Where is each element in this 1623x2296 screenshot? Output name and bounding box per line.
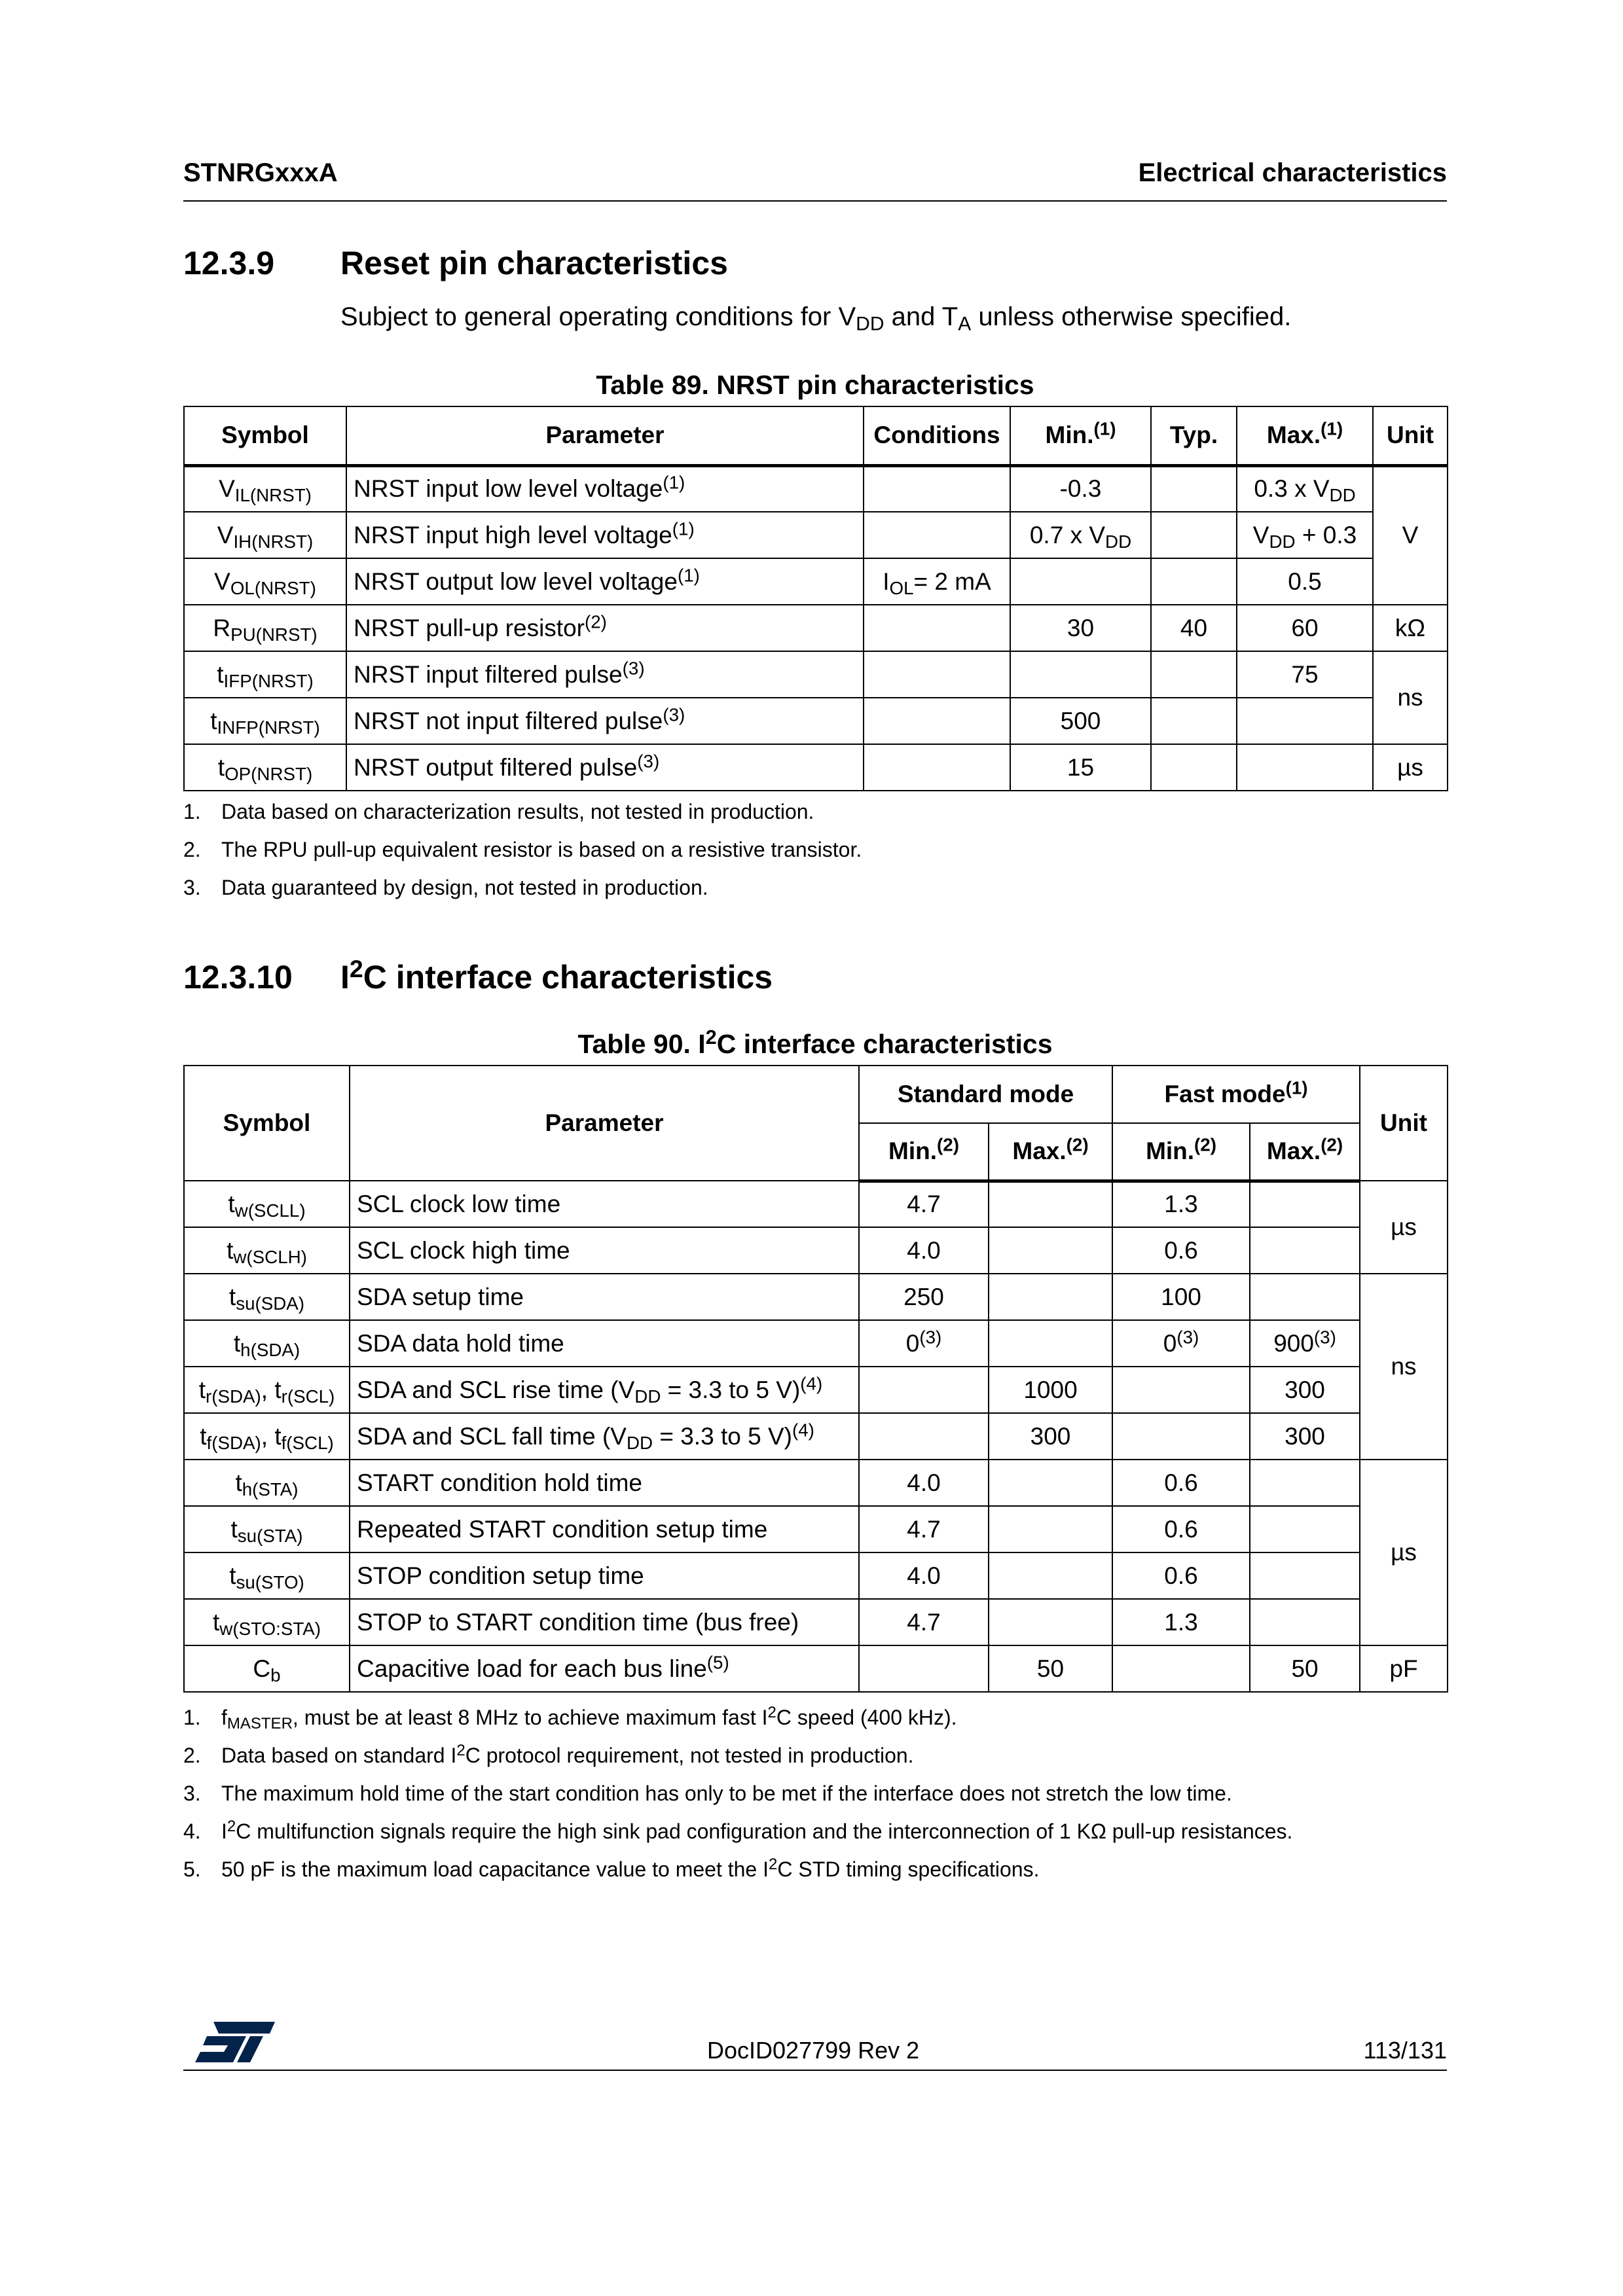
unit-cell: ns <box>1360 1274 1448 1460</box>
parameter-cell: STOP condition setup time <box>350 1552 859 1599</box>
std-min-cell: 4.0 <box>859 1552 989 1599</box>
symbol-cell: $V_{OL(NRST)}$ <box>184 558 346 605</box>
fast-max-cell: 900$^{(3)}$ <box>1250 1320 1360 1367</box>
table-row <box>184 1599 1448 1645</box>
typ-cell <box>1151 558 1237 605</box>
min-cell: 0.7 x $V_{DD}$ <box>1010 512 1151 558</box>
parameter-cell: SCL clock low time <box>350 1181 859 1227</box>
fast-min-cell: 0.6 <box>1112 1227 1250 1274</box>
symbol-cell: $t_{w(STO:STA)}$ <box>184 1599 350 1645</box>
symbol-cell: $t_{w(SCLH)}$ <box>184 1227 350 1274</box>
std-min-cell: 250 <box>859 1274 989 1320</box>
parameter-cell: NRST output low level voltage$^{(1)}$ <box>346 558 864 605</box>
footer-doc-id: DocID027799 Rev 2 <box>707 2037 920 2064</box>
header-rule <box>183 200 1447 202</box>
parameter-cell: NRST pull-up resistor$^{(2)}$ <box>346 605 864 651</box>
fast-min-cell <box>1112 1645 1250 1692</box>
section-title: Reset pin characteristics <box>340 245 728 281</box>
section-number: 12.3.9 <box>183 245 275 281</box>
col-fast-mode: Fast mode$^{(1)}$ <box>1112 1066 1360 1123</box>
min-cell <box>1010 651 1151 698</box>
col-min: Min.$^{(1)}$ <box>1010 406 1151 465</box>
max-cell: 0.3 x $V_{DD}$ <box>1237 465 1373 512</box>
min-cell: 30 <box>1010 605 1151 651</box>
min-cell: 500 <box>1010 698 1151 744</box>
symbol-cell: $t_{su(STA)}$ <box>184 1506 350 1552</box>
typ-cell <box>1151 651 1237 698</box>
col-std-max: Max.$^{(2)}$ <box>989 1123 1112 1181</box>
section-number: 12.3.10 <box>183 959 293 996</box>
unit-cell: µs <box>1373 744 1448 791</box>
fast-max-cell <box>1250 1227 1360 1274</box>
symbol-cell: $t_{h(SDA)}$ <box>184 1320 350 1367</box>
fast-min-cell: 0.6 <box>1112 1552 1250 1599</box>
max-cell: 60 <box>1237 605 1373 651</box>
fast-min-cell: 0$^{(3)}$ <box>1112 1320 1250 1367</box>
col-parameter: Parameter <box>350 1066 859 1181</box>
st-logo-icon <box>194 2019 275 2065</box>
fast-max-cell <box>1250 1552 1360 1599</box>
max-cell <box>1237 744 1373 791</box>
std-max-cell <box>989 1181 1112 1227</box>
symbol-cell: $t_{su(SDA)}$ <box>184 1274 350 1320</box>
table-row <box>184 651 1448 698</box>
col-fast-min: Min.$^{(2)}$ <box>1112 1123 1250 1181</box>
col-fast-max: Max.$^{(2)}$ <box>1250 1123 1360 1181</box>
parameter-cell: SDA setup time <box>350 1274 859 1320</box>
col-symbol: Symbol <box>184 1066 350 1181</box>
table-row <box>184 465 1448 512</box>
parameter-cell: NRST input high level voltage$^{(1)}$ <box>346 512 864 558</box>
std-max-cell: 50 <box>989 1645 1112 1692</box>
unit-cell: ns <box>1373 651 1448 744</box>
table-row <box>184 512 1448 558</box>
parameter-cell: NRST output filtered pulse$^{(3)}$ <box>346 744 864 791</box>
unit-cell: V <box>1373 465 1448 605</box>
table-header-row <box>184 1066 1448 1123</box>
fast-max-cell <box>1250 1460 1360 1506</box>
col-typ: Typ. <box>1151 406 1237 465</box>
max-cell: 0.5 <box>1237 558 1373 605</box>
std-min-cell: 4.7 <box>859 1181 989 1227</box>
fast-min-cell: 1.3 <box>1112 1181 1250 1227</box>
table-row <box>184 698 1448 744</box>
symbol-cell: $t_{f(SDA)}$, $t_{f(SCL)}$ <box>184 1413 350 1460</box>
table-row <box>184 1367 1448 1413</box>
parameter-cell: SDA and SCL fall time ($V_{DD} = 3.3$ to 5 V)$^{(4)}$ <box>350 1413 859 1460</box>
std-min-cell: 4.0 <box>859 1227 989 1274</box>
symbol-cell: $C_b$ <box>184 1645 350 1692</box>
symbol-cell: $t_{su(STO)}$ <box>184 1552 350 1599</box>
std-max-cell <box>989 1320 1112 1367</box>
symbol-cell: $t_{w(SCLL)}$ <box>184 1181 350 1227</box>
conditions-cell <box>864 698 1010 744</box>
footnote: 5. 50 pF is the maximum load capacitance value to meet the $I^2C$ STD timing specifications. <box>183 1856 1040 1881</box>
fast-max-cell <box>1250 1506 1360 1552</box>
parameter-cell: SCL clock high time <box>350 1227 859 1274</box>
col-max: Max.$^{(1)}$ <box>1237 406 1373 465</box>
parameter-cell: Repeated START condition setup time <box>350 1506 859 1552</box>
conditions-cell <box>864 651 1010 698</box>
fast-min-cell: 100 <box>1112 1274 1250 1320</box>
table-row <box>184 1413 1448 1460</box>
table90-caption: Table 90. $I^2C$ interface characteristics <box>577 1026 1053 1059</box>
typ-cell <box>1151 512 1237 558</box>
table-row <box>184 1645 1448 1692</box>
fast-min-cell <box>1112 1413 1250 1460</box>
col-unit: Unit <box>1373 406 1448 465</box>
typ-cell <box>1151 698 1237 744</box>
table-row <box>184 1181 1448 1227</box>
min-cell <box>1010 558 1151 605</box>
std-max-cell <box>989 1227 1112 1274</box>
unit-cell: µs <box>1360 1460 1448 1645</box>
col-unit: Unit <box>1360 1066 1448 1181</box>
parameter-cell: STOP to START condition time (bus free) <box>350 1599 859 1645</box>
table-row <box>184 1460 1448 1506</box>
footnote: 2. Data based on standard $I^2C$ protocol requirement, not tested in production. <box>183 1742 914 1767</box>
table-header-row <box>184 406 1448 465</box>
fast-max-cell <box>1250 1181 1360 1227</box>
max-cell <box>1237 698 1373 744</box>
typ-cell <box>1151 744 1237 791</box>
table-row <box>184 1552 1448 1599</box>
std-min-cell: 0$^{(3)}$ <box>859 1320 989 1367</box>
symbol-cell: $t_{IFP(NRST)}$ <box>184 651 346 698</box>
col-standard-mode: Standard mode <box>859 1066 1112 1123</box>
unit-cell: µs <box>1360 1181 1448 1274</box>
table-row <box>184 1320 1448 1367</box>
footer-rule <box>183 2070 1447 2071</box>
parameter-cell: NRST not input filtered pulse$^{(3)}$ <box>346 698 864 744</box>
std-min-cell <box>859 1645 989 1692</box>
max-cell: 75 <box>1237 651 1373 698</box>
footer-page-number: 113/131 <box>1363 2037 1447 2064</box>
fast-max-cell: 300 <box>1250 1367 1360 1413</box>
fast-max-cell: 50 <box>1250 1645 1360 1692</box>
symbol-cell: $R_{PU(NRST)}$ <box>184 605 346 651</box>
col-std-min: Min.$^{(2)}$ <box>859 1123 989 1181</box>
fast-min-cell <box>1112 1367 1250 1413</box>
footnote: 4. $I^2C$ multifunction signals require the high sink pad configuration and the interconnection of 1 KΩ pull-up resistances. <box>183 1818 1293 1843</box>
symbol-cell: $t_{h(STA)}$ <box>184 1460 350 1506</box>
footnote: 2. The RPU pull-up equivalent resistor is based on a resistive transistor. <box>183 838 862 861</box>
section-title: $I^2C$ interface characteristics <box>340 955 773 996</box>
unit-cell: pF <box>1360 1645 1448 1692</box>
footnote: 3. Data guaranteed by design, not tested in production. <box>183 876 708 899</box>
table-row <box>184 744 1448 791</box>
std-min-cell <box>859 1367 989 1413</box>
parameter-cell: Capacitive load for each bus line$^{(5)}$ <box>350 1645 859 1692</box>
col-parameter: Parameter <box>346 406 864 465</box>
symbol-cell: $t_{r(SDA)}$, $t_{r(SCL)}$ <box>184 1367 350 1413</box>
symbol-cell: $t_{INFP(NRST)}$ <box>184 698 346 744</box>
std-max-cell <box>989 1506 1112 1552</box>
fast-min-cell: 0.6 <box>1112 1506 1250 1552</box>
col-conditions: Conditions <box>864 406 1010 465</box>
table-row <box>184 605 1448 651</box>
conditions-cell <box>864 512 1010 558</box>
parameter-cell: NRST input filtered pulse$^{(3)}$ <box>346 651 864 698</box>
std-min-cell: 4.0 <box>859 1460 989 1506</box>
footnote: 1. Data based on characterization results, not tested in production. <box>183 800 814 823</box>
min-cell: -0.3 <box>1010 465 1151 512</box>
table-row <box>184 1274 1448 1320</box>
parameter-cell: NRST input low level voltage$^{(1)}$ <box>346 465 864 512</box>
typ-cell: 40 <box>1151 605 1237 651</box>
std-max-cell: 300 <box>989 1413 1112 1460</box>
footnote: 1. $f_{MASTER}$, must be at least 8 MHz to achieve maximum fast $I^2C$ speed (400 kHz). <box>183 1704 957 1732</box>
max-cell: $V_{DD} + 0.3$ <box>1237 512 1373 558</box>
std-min-cell: 4.7 <box>859 1506 989 1552</box>
std-max-cell <box>989 1599 1112 1645</box>
symbol-cell: $V_{IH(NRST)}$ <box>184 512 346 558</box>
symbol-cell: $t_{OP(NRST)}$ <box>184 744 346 791</box>
std-max-cell <box>989 1552 1112 1599</box>
fast-min-cell: 0.6 <box>1112 1460 1250 1506</box>
std-min-cell <box>859 1413 989 1460</box>
parameter-cell: SDA and SCL rise time ($V_{DD} = 3.3$ to 5 V)$^{(4)}$ <box>350 1367 859 1413</box>
table-row <box>184 1227 1448 1274</box>
unit-cell: kΩ <box>1373 605 1448 651</box>
fast-min-cell: 1.3 <box>1112 1599 1250 1645</box>
parameter-cell: SDA data hold time <box>350 1320 859 1367</box>
table89-caption: Table 89. NRST pin characteristics <box>596 370 1034 400</box>
conditions-cell <box>864 744 1010 791</box>
table-row <box>184 558 1448 605</box>
conditions-cell <box>864 465 1010 512</box>
section-intro: Subject to general operating conditions for $V_{DD}$ and $T_A$ unless otherwise specified. <box>340 302 1292 335</box>
std-max-cell <box>989 1274 1112 1320</box>
conditions-cell <box>864 605 1010 651</box>
min-cell: 15 <box>1010 744 1151 791</box>
footnote: 3. The maximum hold time of the start condition has only to be met if the interface does not stretch the low time. <box>183 1782 1232 1805</box>
fast-max-cell <box>1250 1599 1360 1645</box>
nrst-characteristics-table <box>183 406 1448 791</box>
typ-cell <box>1151 465 1237 512</box>
std-max-cell: 1000 <box>989 1367 1112 1413</box>
fast-max-cell: 300 <box>1250 1413 1360 1460</box>
i2c-characteristics-table <box>183 1065 1448 1693</box>
table-row <box>184 1506 1448 1552</box>
std-min-cell: 4.7 <box>859 1599 989 1645</box>
symbol-cell: $V_{IL(NRST)}$ <box>184 465 346 512</box>
conditions-cell: $I_{OL}= 2$ mA <box>864 558 1010 605</box>
header-section-name: Electrical characteristics <box>1138 158 1447 187</box>
header-product-name: STNRGxxxA <box>183 158 338 187</box>
parameter-cell: START condition hold time <box>350 1460 859 1506</box>
fast-max-cell <box>1250 1274 1360 1320</box>
col-symbol: Symbol <box>184 406 346 465</box>
std-max-cell <box>989 1460 1112 1506</box>
